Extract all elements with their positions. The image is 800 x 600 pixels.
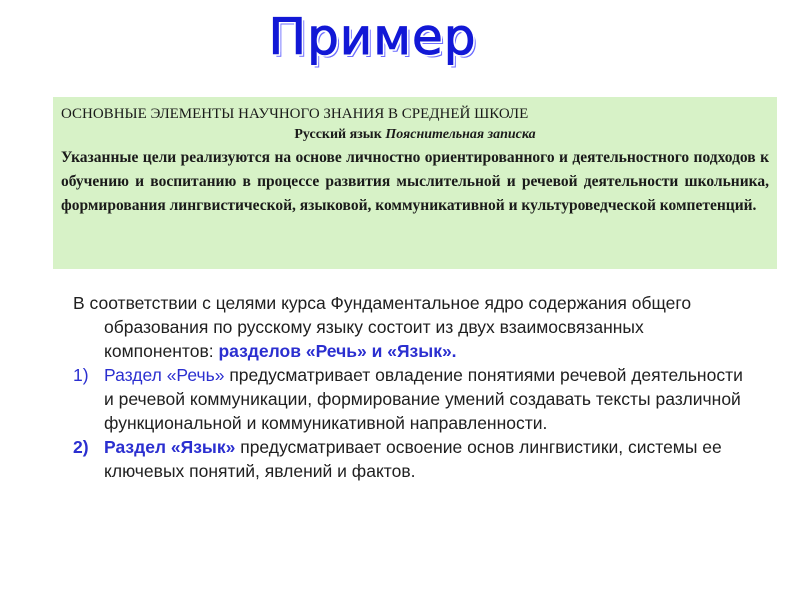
box-paragraph: Указанные цели реализуются на основе личностно ориентированного и деятельностного подходов к обучению и воспитанию в процессе развития мыслительной и речевой деятельности школьника, формирования лингвистической, языковой, коммуникативной и культуроведческой компетенций.	[61, 149, 769, 214]
box-subheading-italic: Пояснительная записка	[385, 127, 536, 142]
list-item-language	[73, 435, 753, 483]
box-subheading-plain: Русский язык	[294, 127, 386, 142]
section-name-speech: Раздел «Речь»	[104, 365, 225, 385]
intro-paragraph	[73, 291, 753, 363]
section-text-speech: предусматривает овладение понятиями речевой деятельности и речевой коммуникации, формирование умений создавать тексты различной функциональной и коммуникативной направленности.	[104, 365, 743, 433]
box-heading: ОСНОВНЫЕ ЭЛЕМЕНТЫ НАУЧНОГО ЗНАНИЯ В СРЕДНЕЙ ШКОЛЕ	[61, 106, 529, 122]
section-name-language: Раздел «Язык»	[104, 437, 236, 457]
list-marker-2: 2)	[73, 437, 89, 457]
box-subheading	[61, 125, 769, 145]
intro-highlight: разделов «Речь» и «Язык».	[218, 341, 457, 361]
slide-title: Пример	[268, 8, 477, 66]
section-text-language: предусматривает освоение основ лингвистики, системы ее ключевых понятий, явлений и фактов.	[104, 437, 722, 481]
main-content	[73, 291, 753, 483]
list-marker-1: 1)	[73, 365, 89, 385]
intro-text: В соответствии с целями курса Фундаментальное ядро содержания общего образования по русскому языку состоит из двух взаимосвязанных компонентов:	[73, 293, 692, 361]
list-item-speech	[73, 363, 753, 435]
explanatory-note-box	[53, 97, 777, 269]
